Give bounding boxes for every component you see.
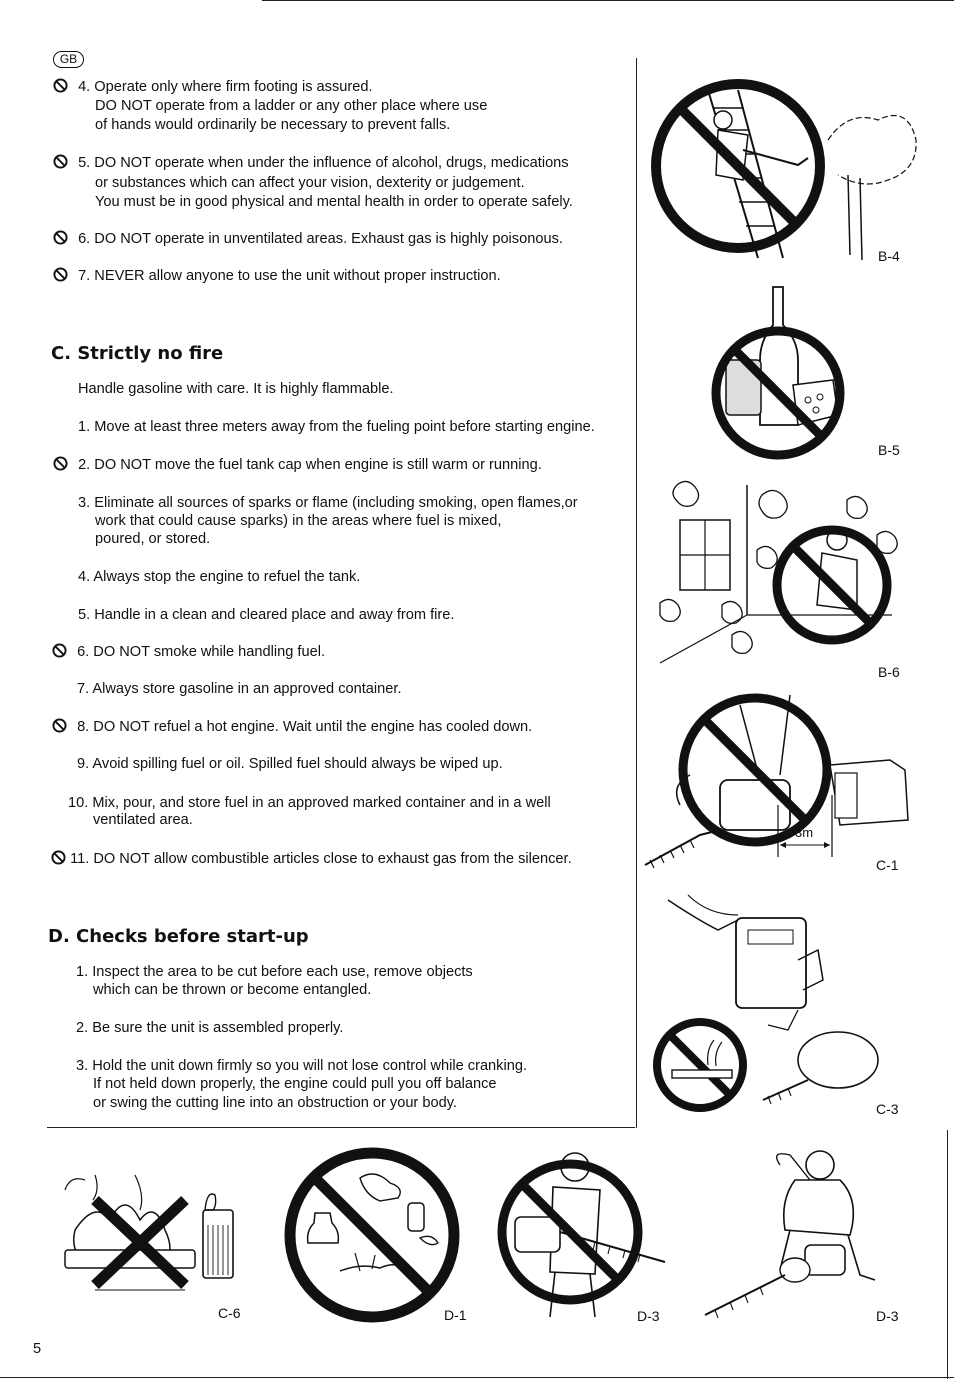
figure-b5-alcohol-illustration <box>708 285 858 465</box>
c-item-2: 2. DO NOT move the fuel tank cap when engine is still warm or running. <box>53 456 542 475</box>
prohibition-icon <box>51 850 66 865</box>
b-item-4: 4. Operate only where firm footing is assured. <box>53 78 373 97</box>
top-rule <box>262 0 954 1</box>
d-item-1-line-2: which can be thrown or become entangled. <box>93 982 372 998</box>
prohibition-icon <box>53 154 68 169</box>
figure-d1-label: D-1 <box>444 1307 467 1323</box>
d-item-2: 2. Be sure the unit is assembled properly. <box>76 1020 344 1036</box>
figure-b6-label: B-6 <box>878 664 900 680</box>
c-item-10-line-2: ventilated area. <box>93 812 193 828</box>
c-item-3-line-3: poured, or stored. <box>95 531 211 547</box>
c-item-7: 7. Always store gasoline in an approved container. <box>77 681 402 697</box>
b-item-4-line-2: DO NOT operate from a ladder or any other place where use <box>95 98 488 114</box>
d-item-3-line-2: If not held down properly, the engine could pull you off balance <box>93 1076 497 1092</box>
figure-c6-label: C-6 <box>218 1305 241 1321</box>
prohibition-icon <box>53 456 68 471</box>
c-item-8: 8. DO NOT refuel a hot engine. Wait until the engine has cooled down. <box>52 718 532 737</box>
c-item-6: 6. DO NOT smoke while handling fuel. <box>52 643 325 662</box>
d-item-1: 1. Inspect the area to be cut before each use, remove objects <box>76 964 473 980</box>
figure-d3b-label: D-3 <box>876 1308 899 1324</box>
prohibition-icon <box>53 267 68 282</box>
figure-d3a-handling-illustration <box>495 1142 675 1327</box>
figure-c3-label: C-3 <box>876 1101 899 1117</box>
language-badge <box>53 51 84 68</box>
figure-b4-label: B-4 <box>878 248 900 264</box>
d-item-3-line-3: or swing the cutting line into an obstruction or your body. <box>93 1095 457 1111</box>
figure-d1-debris-illustration <box>280 1143 470 1328</box>
page-number: 5 <box>33 1341 42 1357</box>
prohibition-icon <box>52 643 67 658</box>
figure-b4-ladder-illustration <box>648 70 928 270</box>
c-item-3-line-2: work that could cause sparks) in the areas where fuel is mixed, <box>95 513 502 529</box>
column-divider <box>636 58 637 1128</box>
c-item-9: 9. Avoid spilling fuel or oil. Spilled fuel should always be wiped up. <box>77 756 503 772</box>
prohibition-icon <box>53 78 68 93</box>
figure-d3b-correct-handling-illustration <box>700 1140 890 1320</box>
b-item-6: 6. DO NOT operate in unventilated areas. Exhaust gas is highly poisonous. <box>53 230 563 249</box>
b-item-5: 5. DO NOT operate when under the influence of alcohol, drugs, medications <box>53 154 569 173</box>
right-edge-rule <box>947 1130 948 1379</box>
b-item-5-line-2: or substances which can affect your vision, dexterity or judgement. <box>95 175 525 191</box>
c-item-5: 5. Handle in a clean and cleared place and away from fire. <box>78 607 455 623</box>
prohibition-icon <box>53 230 68 245</box>
prohibition-icon <box>52 718 67 733</box>
figure-c3-no-smoking-illustration <box>648 890 908 1120</box>
b-item-4-line-3: of hands would ordinarily be necessary to prevent falls. <box>95 117 451 133</box>
d-item-3: 3. Hold the unit down firmly so you will not lose control while cranking. <box>76 1058 528 1074</box>
c-item-3: 3. Eliminate all sources of sparks or flame (including smoking, open flames,or <box>78 495 578 511</box>
c-item-10: 10. Mix, pour, and store fuel in an approved marked container and in a well <box>68 795 551 811</box>
section-end-rule <box>47 1127 635 1128</box>
c-item-1: 1. Move at least three meters away from the fueling point before starting engine. <box>78 419 595 435</box>
figure-c1-label: C-1 <box>876 857 899 873</box>
section-d-heading: D. Checks before start-up <box>48 926 309 947</box>
figure-c6-no-fire-illustration <box>55 1170 245 1310</box>
c-item-11: 11. DO NOT allow combustible articles close to exhaust gas from the silencer. <box>51 850 572 869</box>
bottom-edge-rule <box>0 1377 954 1378</box>
language-badge-text: GB <box>59 52 78 66</box>
section-c-intro: Handle gasoline with care. It is highly flammable. <box>78 381 394 397</box>
b-item-5-line-3: You must be in good physical and mental health in order to operate safely. <box>95 194 573 210</box>
figure-b6-unventilated-illustration <box>652 475 902 665</box>
figure-d3a-label: D-3 <box>637 1308 660 1324</box>
section-c-heading: C. Strictly no fire <box>51 343 224 364</box>
c-item-4: 4. Always stop the engine to refuel the tank. <box>78 569 361 585</box>
figure-c1-distance: 3m <box>795 825 814 840</box>
figure-b5-label: B-5 <box>878 442 900 458</box>
b-item-7: 7. NEVER allow anyone to use the unit without proper instruction. <box>53 267 501 286</box>
figure-c1-fueling-distance-illustration <box>640 685 915 875</box>
